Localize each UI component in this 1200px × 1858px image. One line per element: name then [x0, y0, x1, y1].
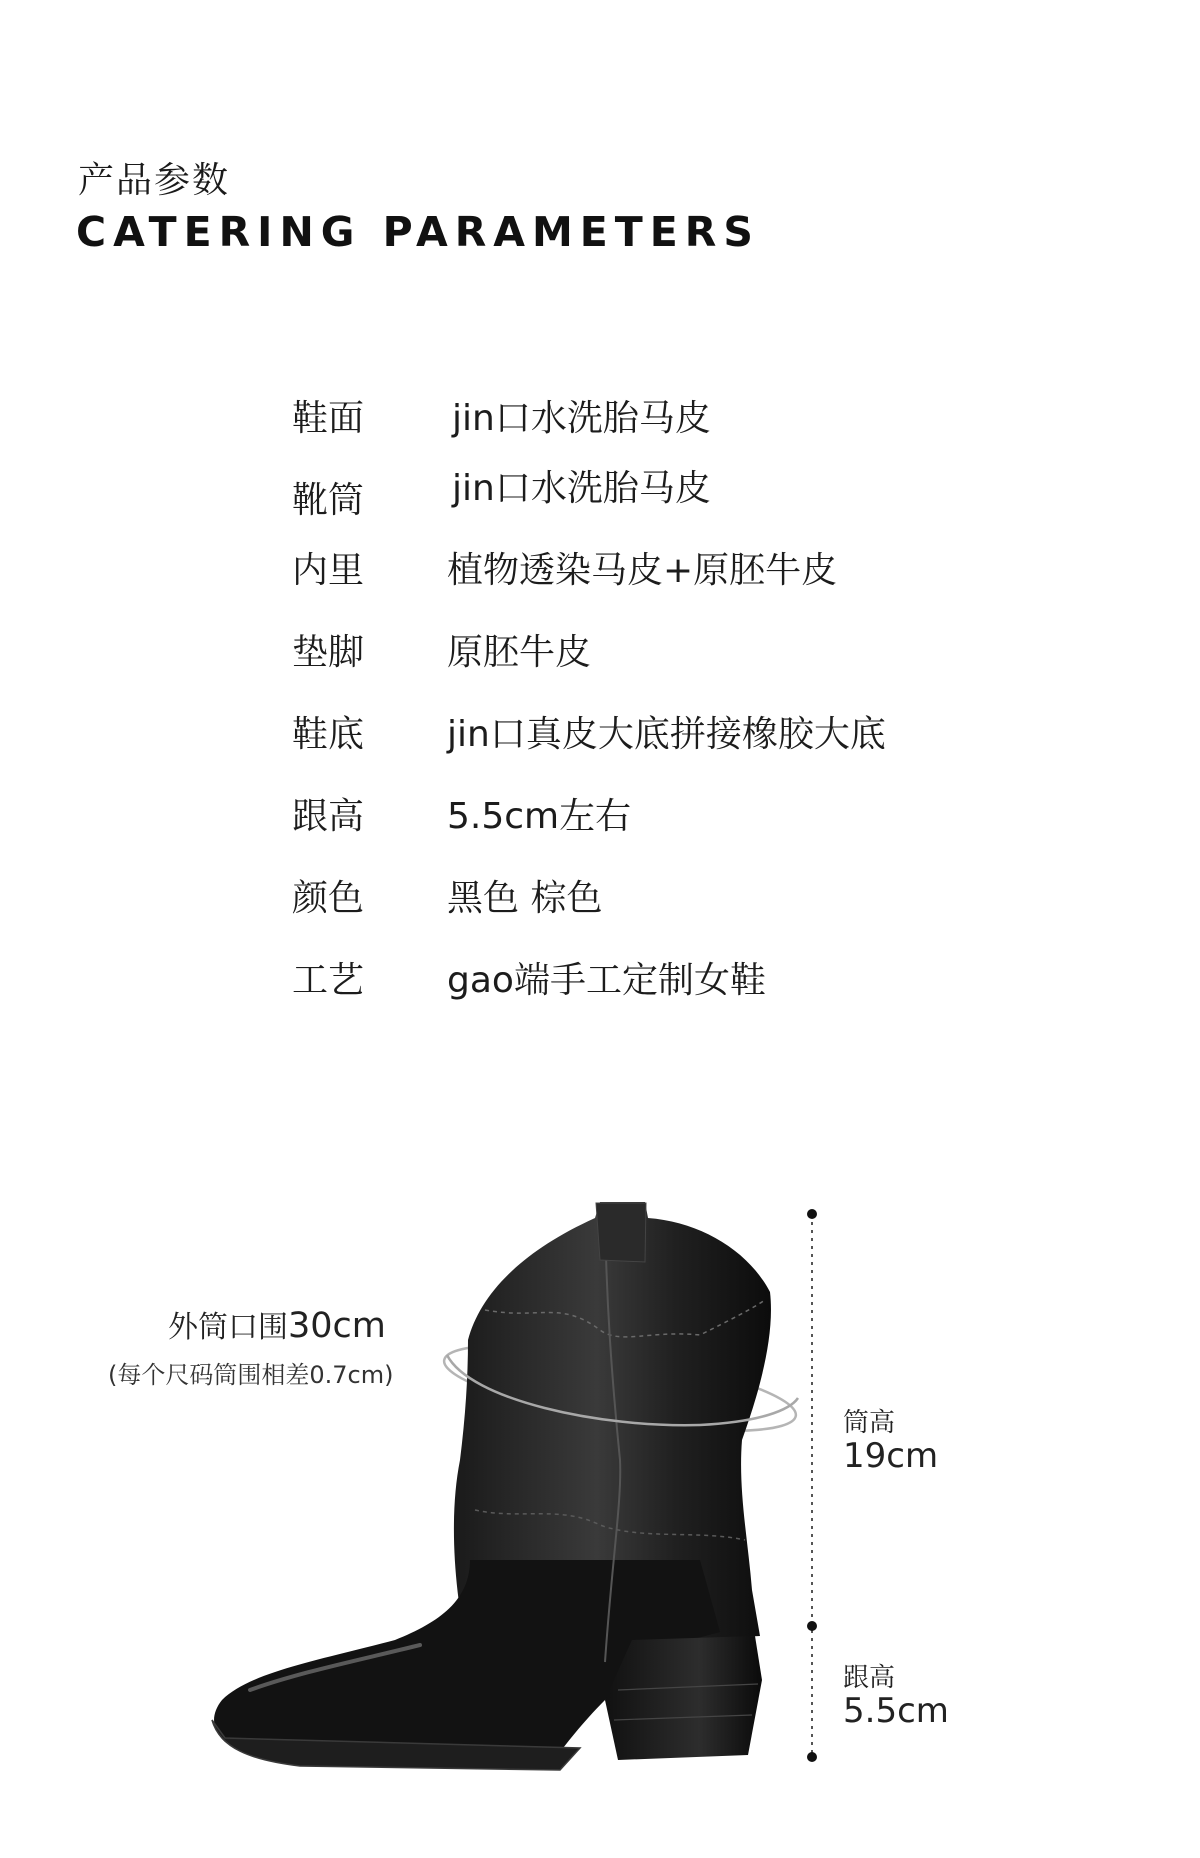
- boot-pull-tab: [596, 1203, 646, 1262]
- shaft-height-value: 19cm: [843, 1436, 939, 1476]
- page-title-en: CATERING PARAMETERS: [76, 208, 760, 256]
- heel-height-label: [843, 1663, 949, 1729]
- circumference-value: 30cm: [288, 1306, 386, 1346]
- param-value-sole: jin口真皮大底拼接橡胶大底: [447, 714, 886, 755]
- param-label-insole: 垫脚: [292, 632, 365, 673]
- boot-heel: [605, 1636, 762, 1760]
- page-title-cn: 产品参数: [78, 160, 231, 201]
- circumference-label: [168, 1302, 386, 1346]
- param-label-lining: 内里: [292, 550, 365, 591]
- param-value-lining: 植物透染马皮+原胚牛皮: [447, 550, 838, 591]
- shaft-height-label: [843, 1408, 938, 1474]
- param-value-shaft: jin口水洗胎马皮: [452, 468, 711, 509]
- param-value-upper: jin口水洗胎马皮: [452, 398, 711, 439]
- param-label-craft: 工艺: [292, 960, 365, 1001]
- param-label-shaft: 靴筒: [292, 480, 365, 521]
- dimension-dot-top: [807, 1209, 817, 1219]
- circumference-note: (每个尺码筒围相差0.7cm): [108, 1361, 394, 1389]
- param-label-heel: 跟高: [292, 796, 365, 837]
- circumference-label-text: 外筒口围: [168, 1310, 288, 1345]
- heel-height-name: 跟高: [843, 1663, 896, 1693]
- dimension-dot-mid: [807, 1621, 817, 1631]
- param-value-craft: gao端手工定制女鞋: [447, 960, 766, 1001]
- param-value-insole: 原胚牛皮: [447, 632, 592, 673]
- param-label-upper: 鞋面: [292, 398, 365, 439]
- dimension-dot-bottom: [807, 1752, 817, 1762]
- param-label-color: 颜色: [292, 878, 365, 919]
- param-label-sole: 鞋底: [292, 714, 365, 755]
- heel-height-value: 5.5cm: [843, 1691, 949, 1731]
- shaft-height-name: 筒高: [843, 1408, 896, 1438]
- param-value-color: 黑色 棕色: [447, 878, 603, 919]
- param-value-heel: 5.5cm左右: [447, 796, 632, 837]
